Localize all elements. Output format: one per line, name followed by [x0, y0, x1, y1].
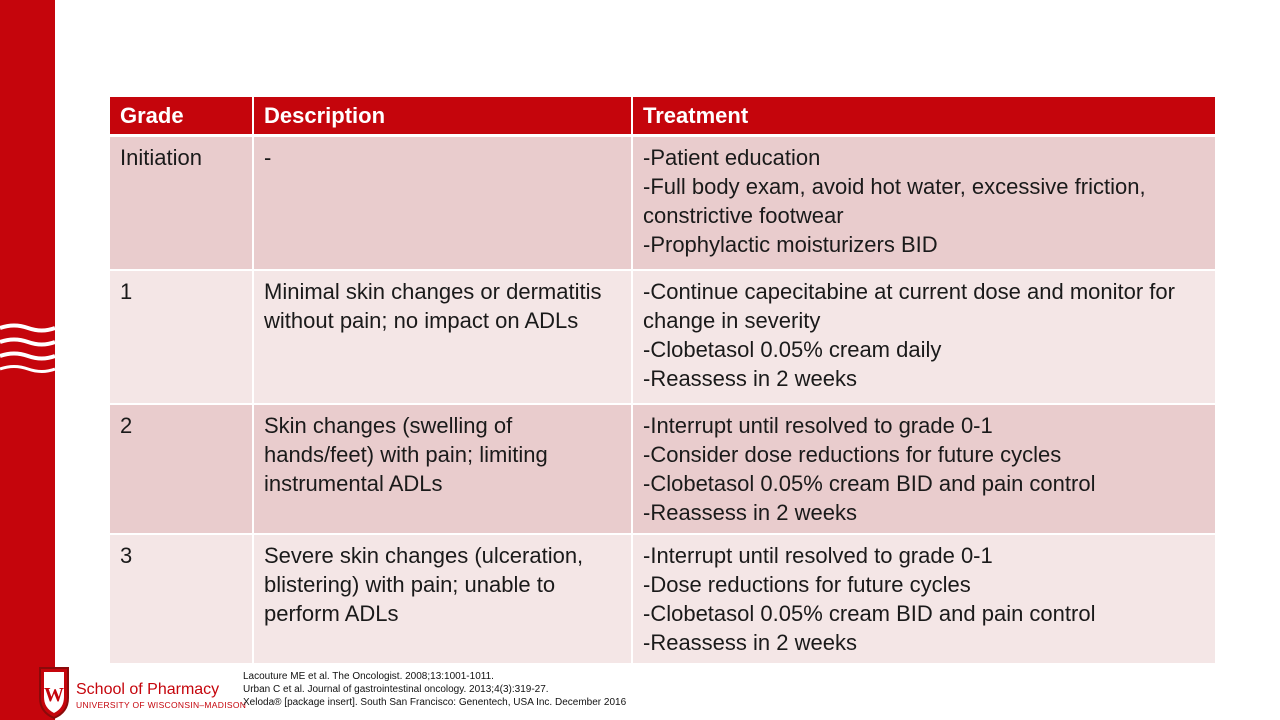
logo-title: School of Pharmacy	[76, 681, 220, 698]
crest-letter: W	[44, 684, 64, 706]
treatment-line: -Dose reductions for future cycles	[643, 572, 971, 597]
treatment-line: -Clobetasol 0.05% cream BID and pain control	[643, 601, 1096, 626]
treatment-line: -Reassess in 2 weeks	[643, 500, 857, 525]
table-header-row	[110, 97, 1215, 136]
grade-cell: 2	[110, 404, 253, 534]
hfs-grading-table	[110, 97, 1215, 665]
reference-line: Xeloda® [package insert]. South San Francisco: Genentech, USA Inc. December 2016	[243, 697, 627, 708]
references	[243, 670, 626, 709]
table-row	[110, 270, 1215, 404]
treatment-line: -Reassess in 2 weeks	[643, 630, 857, 655]
header-grade: Grade	[110, 97, 253, 136]
treatment-cell	[632, 136, 1215, 271]
header-treatment: Treatment	[632, 97, 1215, 136]
grade-cell: 3	[110, 534, 253, 664]
table-row	[110, 136, 1215, 271]
wave-decoration-icon	[0, 322, 55, 374]
logo-subtitle: UNIVERSITY OF WISCONSIN–MADISON	[76, 700, 247, 710]
treatment-cell	[632, 404, 1215, 534]
grade-cell: 1	[110, 270, 253, 404]
treatment-cell	[632, 270, 1215, 404]
description-cell: Skin changes (swelling of hands/feet) with pain; limiting instrumental ADLs	[253, 404, 632, 534]
description-cell: -	[253, 136, 632, 271]
treatment-line: -Clobetasol 0.05% cream BID and pain control	[643, 471, 1096, 496]
description-cell: Severe skin changes (ulceration, blistering) with pain; unable to perform ADLs	[253, 534, 632, 664]
school-logo	[36, 664, 247, 720]
treatment-line: -Prophylactic moisturizers BID	[643, 232, 938, 257]
treatment-line: -Interrupt until resolved to grade 0-1	[643, 413, 993, 438]
treatment-line: -Reassess in 2 weeks	[643, 366, 857, 391]
grade-cell: Initiation	[110, 136, 253, 271]
treatment-line: -Full body exam, avoid hot water, excessive friction, constrictive footwear	[643, 174, 1146, 228]
table-row	[110, 404, 1215, 534]
uw-crest-icon	[36, 664, 72, 720]
treatment-line: -Interrupt until resolved to grade 0-1	[643, 543, 993, 568]
table-row	[110, 534, 1215, 664]
treatment-line: -Continue capecitabine at current dose and monitor for change in severity	[643, 279, 1175, 333]
reference-line: Lacouture ME et al. The Oncologist. 2008;13:1001-1011.	[243, 671, 494, 682]
description-cell: Minimal skin changes or dermatitis without pain; no impact on ADLs	[253, 270, 632, 404]
treatment-line: -Consider dose reductions for future cycles	[643, 442, 1062, 467]
treatment-line: -Patient education	[643, 145, 821, 170]
header-description: Description	[253, 97, 632, 136]
treatment-cell	[632, 534, 1215, 664]
reference-line: Urban C et al. Journal of gastrointestinal oncology. 2013;4(3):319-27.	[243, 684, 549, 695]
sidebar-red-bar	[0, 0, 55, 720]
treatment-line: -Clobetasol 0.05% cream daily	[643, 337, 942, 362]
